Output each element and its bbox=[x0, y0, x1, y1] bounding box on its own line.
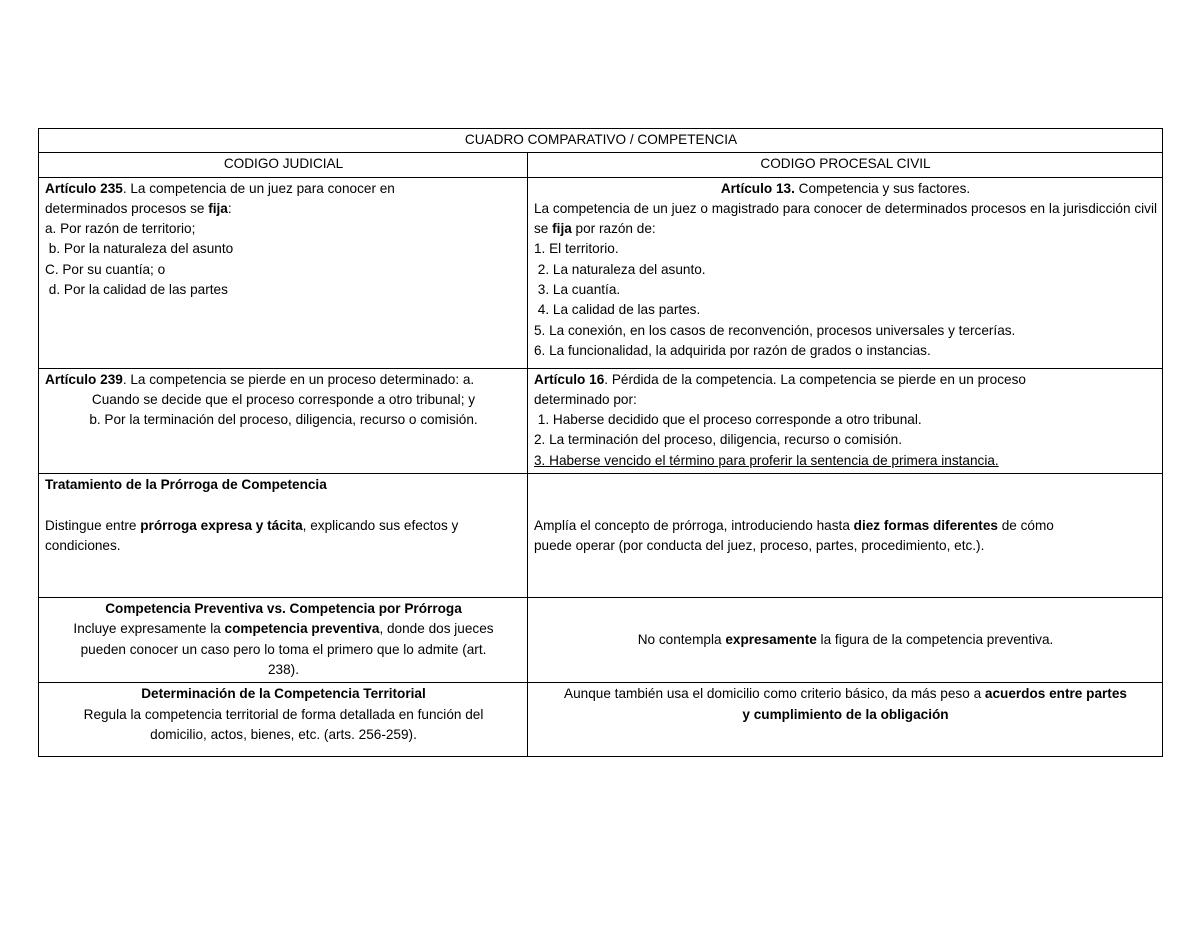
list-item: 3. La cuantía. bbox=[534, 282, 621, 298]
column-header-codigo-procesal-civil: CODIGO PROCESAL CIVIL bbox=[528, 153, 1163, 177]
table-title: CUADRO COMPARATIVO / COMPETENCIA bbox=[39, 129, 1163, 153]
list-item: 2. La naturaleza del asunto. bbox=[534, 261, 706, 277]
column-header-row bbox=[39, 153, 1163, 177]
section-heading: Competencia Preventiva vs. Competencia por Prórroga bbox=[105, 601, 462, 617]
column-header-codigo-judicial: CODIGO JUDICIAL bbox=[39, 153, 528, 177]
article-heading: Artículo 16 bbox=[534, 371, 605, 387]
list-item: b. Por la naturaleza del asunto bbox=[45, 241, 234, 257]
list-item: 6. La funcionalidad, la adquirida por razón de grados o instancias. bbox=[534, 342, 931, 358]
list-item: a. Por razón de territorio; bbox=[45, 221, 196, 237]
table-row bbox=[39, 177, 1163, 368]
cell-prorroga-civil: Amplía el concepto de prórroga, introduciendo hasta diez formas diferentes de cómo puede operar (por conducta del juez, proceso, partes, procedimiento, etc.). bbox=[528, 474, 1163, 598]
section-heading: Determinación de la Competencia Territorial bbox=[141, 686, 426, 702]
cell-preventiva-civil: No contempla expresamente la figura de la competencia preventiva. bbox=[528, 598, 1163, 683]
list-item: C. Por su cuantía; o bbox=[45, 261, 166, 277]
list-item: 1. Haberse decidido que el proceso corresponde a otro tribunal. bbox=[534, 412, 922, 428]
cell-territorial-civil: Aunque también usa el domicilio como criterio básico, da más peso a acuerdos entre partes y cumplimiento de la obligación bbox=[528, 683, 1163, 757]
list-item: 1. El territorio. bbox=[534, 241, 619, 257]
cell-articulo-13: Artículo 13. Competencia y sus factores. La competencia de un juez o magistrado para conocer de determinados procesos en la jurisdicción civil se fija por razón de: 1. El territorio. 2. La naturaleza del asunto. 3. La cuantía. 4. La calidad de las partes. 5. La conexión, en los casos de reconvención, procesos universales y tercerías. 6. La funcionalidad, la adquirida por razón de grados o instancias. bbox=[528, 177, 1163, 368]
article-heading: Artículo 235 bbox=[45, 180, 123, 196]
cell-articulo-16: Artículo 16. Pérdida de la competencia. La competencia se pierde en un proceso determinado por: 1. Haberse decidido que el proceso corresponde a otro tribunal. 2. La terminación del proceso, diligencia, recurso o comisión. 3. Haberse vencido el término para proferir la sentencia de primera instancia. bbox=[528, 368, 1163, 473]
cell-articulo-235: Artículo 235. La competencia de un juez para conocer en determinados procesos se fija: a. Por razón de territorio; b. Por la naturaleza del asunto C. Por su cuantía; o d. Por la calidad de las partes bbox=[39, 177, 528, 368]
table-row bbox=[39, 368, 1163, 473]
table-row bbox=[39, 598, 1163, 683]
table-row bbox=[39, 474, 1163, 598]
cell-prorroga-judicial: Tratamiento de la Prórroga de Competencia Distingue entre prórroga expresa y tácita, explicando sus efectos y condiciones. bbox=[39, 474, 528, 598]
comparison-table bbox=[38, 128, 1163, 757]
cell-territorial-judicial: Determinación de la Competencia Territorial Regula la competencia territorial de forma detallada en función del domicilio, actos, bienes, etc. (arts. 256-259). bbox=[39, 683, 528, 757]
list-item: 2. La terminación del proceso, diligencia, recurso o comisión. bbox=[534, 432, 902, 448]
list-item: 5. La conexión, en los casos de reconvención, procesos universales y tercerías. bbox=[534, 322, 1016, 338]
list-item: d. Por la calidad de las partes bbox=[45, 282, 228, 298]
table-row bbox=[39, 683, 1163, 757]
cell-articulo-239: Artículo 239. La competencia se pierde en un proceso determinado: a. Cuando se decide que el proceso corresponde a otro tribunal; y b. Por la terminación del proceso, diligencia, recurso o comisión. bbox=[39, 368, 528, 473]
cell-preventiva-judicial: Competencia Preventiva vs. Competencia por Prórroga Incluye expresamente la competencia preventiva, donde dos jueces pueden conocer un caso pero lo toma el primero que lo admite (art. 238). bbox=[39, 598, 528, 683]
article-heading: Artículo 239 bbox=[45, 371, 123, 387]
article-heading: Artículo 13. bbox=[720, 180, 795, 196]
list-item: 4. La calidad de las partes. bbox=[534, 302, 701, 318]
list-item: 3. Haberse vencido el término para proferir la sentencia de primera instancia. bbox=[534, 452, 999, 468]
table-title-row bbox=[39, 129, 1163, 153]
section-heading: Tratamiento de la Prórroga de Competencia bbox=[45, 477, 327, 493]
